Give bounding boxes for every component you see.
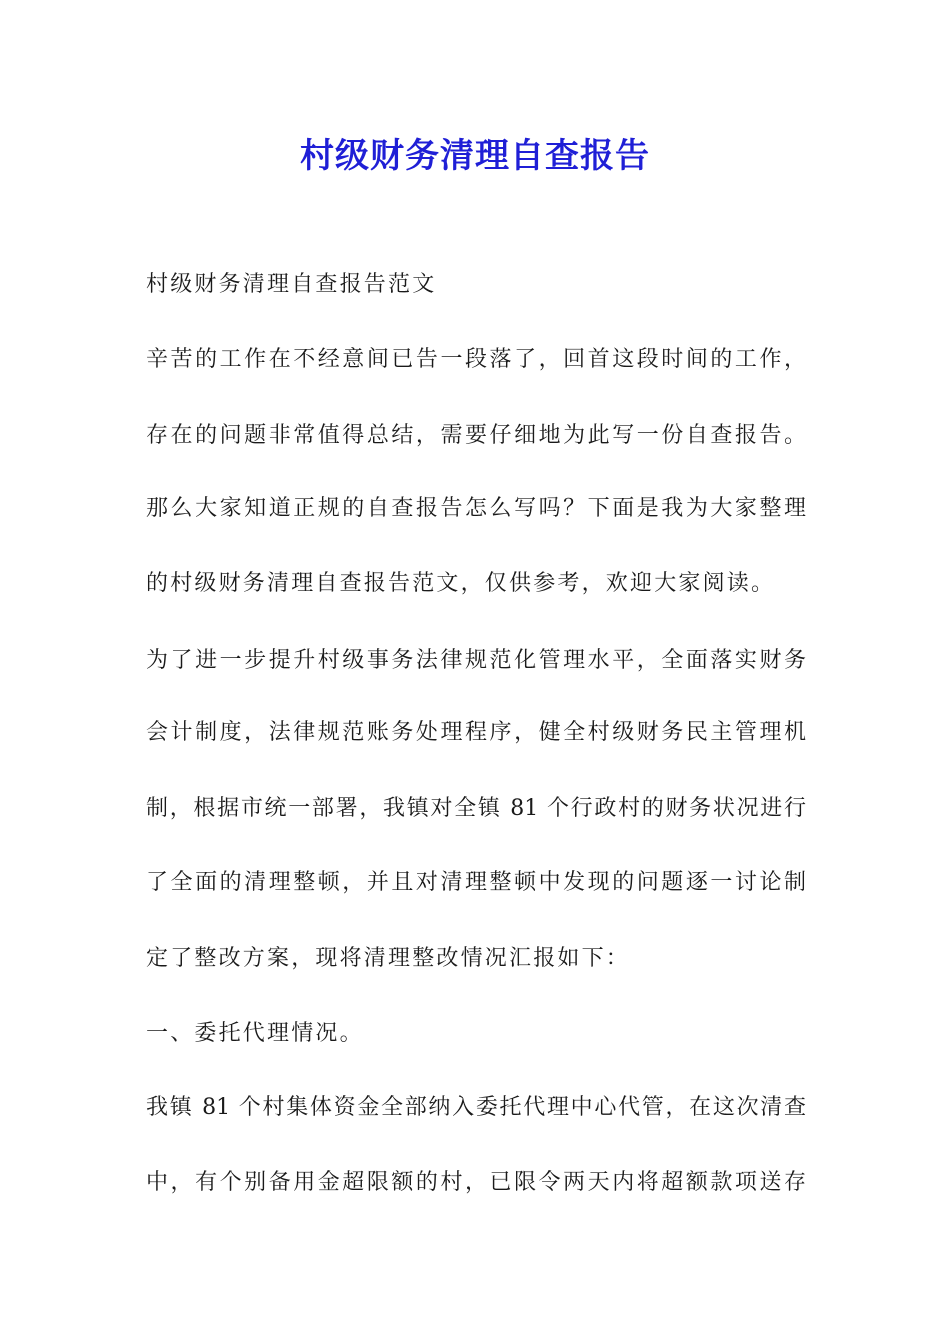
subtitle-line: 村级财务清理自查报告范文 xyxy=(146,272,437,297)
body-line: 制，根据市统一部署，我镇对全镇 81 个行政村的财务状况进行 xyxy=(146,796,806,821)
body-line: 我镇 81 个村集体资金全部纳入委托代理中心代管，在这次清查 xyxy=(146,1095,806,1120)
body-line: 的村级财务清理自查报告范文，仅供参考，欢迎大家阅读。 xyxy=(146,571,776,596)
document-title: 村级财务清理自查报告 xyxy=(300,136,650,176)
body-line: 中，有个别备用金超限额的村，已限令两天内将超额款项送存 xyxy=(146,1170,806,1195)
body-line: 那么大家知道正规的自查报告怎么写吗？下面是我为大家整理 xyxy=(146,496,806,521)
body-line: 为了进一步提升村级事务法律规范化管理水平，全面落实财务 xyxy=(146,648,806,673)
body-line: 存在的问题非常值得总结，需要仔细地为此写一份自查报告。 xyxy=(146,423,806,448)
body-line: 会计制度，法律规范账务处理程序，健全村级财务民主管理机 xyxy=(146,720,806,745)
body-line: 了全面的清理整顿，并且对清理整顿中发现的问题逐一讨论制 xyxy=(146,870,806,895)
body-line: 辛苦的工作在不经意间已告一段落了，回首这段时间的工作， xyxy=(146,347,806,372)
body-line: 定了整改方案，现将清理整改情况汇报如下： xyxy=(146,946,631,971)
section-heading: 一、委托代理情况。 xyxy=(146,1021,364,1046)
